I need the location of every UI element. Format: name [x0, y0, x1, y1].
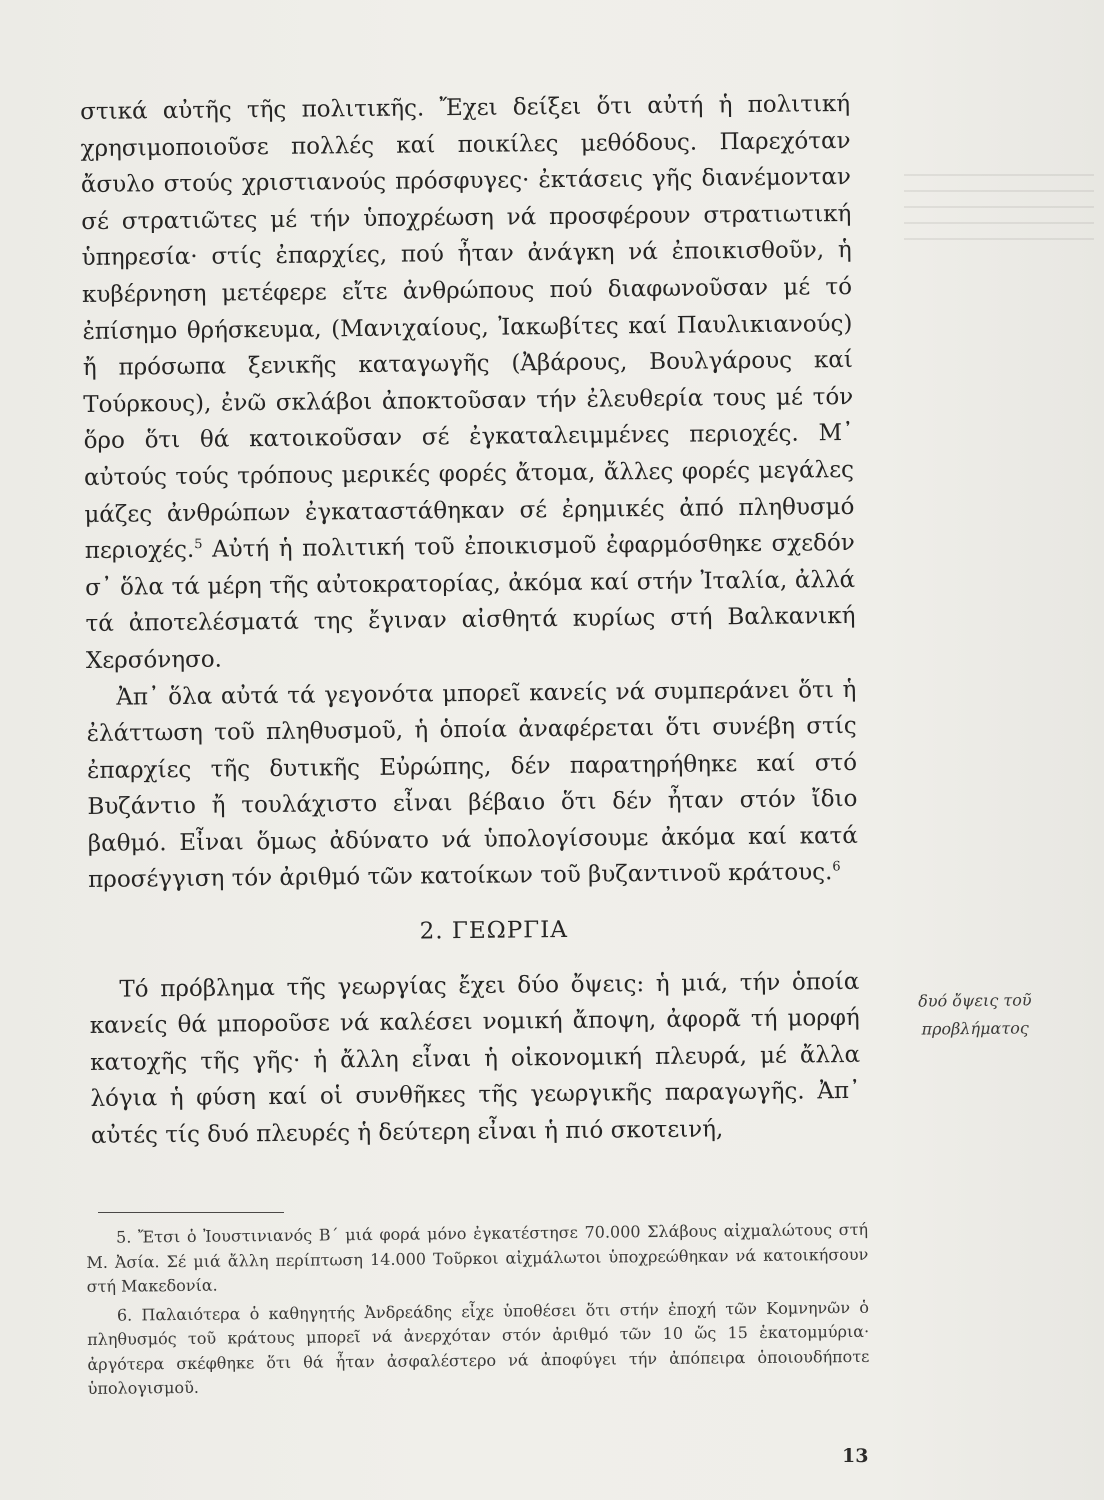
- footnotes: [86, 1218, 870, 1406]
- bleed-through-text: [904, 160, 1094, 240]
- section-heading: 2. ΓΕΩΡΓΙΑ: [419, 917, 569, 945]
- paragraph-continued-end: Αὐτή ἡ πολιτική τοῦ ἐποικισμοῦ ἐφαρμόσθηκε σχεδόν σ᾿ ὅλα τά μέρη τῆς αὐτοκρατορίας, ἀκόμα καί στήν Ἰταλία, ἀλλά τά ἀποτελέσματά της ἔγιναν αἰσθητά κυρίως στή Βαλκανική Χερσόνησο.: [85, 530, 856, 674]
- margin-note-line-2: προβλήματος: [921, 1018, 1029, 1039]
- footnote-5-marker[interactable]: 5: [194, 537, 203, 553]
- margin-note-line-1: δυό ὄψεις τοῦ: [918, 990, 1032, 1011]
- main-text-column: [80, 86, 861, 1155]
- footnote-6-marker[interactable]: 6: [832, 859, 841, 875]
- paragraph-conclusion: [86, 671, 858, 899]
- paragraph-agriculture: Τό πρόβλημα τῆς γεωργίας ἔχει δύο ὄψεις: ἡ μιά, τήν ὁποία κανείς θά μποροῦσε νά καλέσει νομική ἄποψη, ἀφορᾶ τή μορφή κατοχῆς τῆς γῆς· ἡ ἄλλη εἶναι ἡ οἰκονομική πλευρά, μέ ἄλλα λόγια ἡ φύση καί οἱ συνθῆκες τῆς γεωργικῆς παραγωγῆς. Ἀπ᾿ αὐτές τίς δυό πλευρές ἡ δεύτερη εἶναι ἡ πιό σκοτεινή,: [89, 968, 861, 1149]
- footnote-5: 5. Ἔτσι ὁ Ἰουστινιανός Β΄ μιά φορά μόνο ἐγκατέστησε 70.000 Σλάβους αἰχμαλώτους στή Μ. Ἀσία. Σέ μιά ἄλλη περίπτωση 14.000 Τοῦρκοι αἰχμάλωτοι ὑποχρεώθηκαν νά κατοικήσουν στή Μακεδονία.: [86, 1219, 869, 1296]
- page-number: 13: [842, 1445, 869, 1467]
- footnote-divider: [98, 1212, 284, 1213]
- paragraph-continued-text: στικά αὐτῆς τῆς πολιτικῆς. Ἔχει δείξει ὅτι αὐτή ἡ πολιτική χρησιμοποιοῦσε πολλές καί ποικίλες μεθόδους. Παρεχόταν ἄσυλο στούς χριστιανούς πρόσφυγες· ἐκτάσεις γῆς διανέμονταν σέ στρατιῶτες μέ τήν ὑποχρέωση νά προσφέρουν στρατιωτική ὑπηρεσία· στίς ἐπαρχίες, πού ἦταν ἀνάγκη νά ἐποικισθοῦν, ἡ κυβέρνηση μετέφερε εἴτε ἀνθρώπους πού διαφωνοῦσαν μέ τό ἐπίσημο θρήσκευμα, (Μανιχαίους, Ἰακωβίτες καί Παυλικιανούς) ἤ πρόσωπα ξενικῆς καταγωγῆς (Ἀβάρους, Βουλγάρους καί Τούρκους), ἐνῶ σκλάβοι ἀποκτοῦσαν τήν ἐλευθερία τους μέ τόν ὅρο ὅτι θά κατοικοῦσαν σέ ἐγκαταλειμμένες περιοχές. Μ᾿ αὐτούς τούς τρόπους μερικές φορές ἄτομα, ἄλλες φορές μεγάλες μάζες ἀνθρώπων ἐγκαταστάθηκαν σέ ἐρημικές ἀπό πληθυσμό περιοχές.: [80, 90, 855, 565]
- margin-note: [890, 986, 1061, 1044]
- footnote-6: 6. Παλαιότερα ὁ καθηγητής Ἀνδρεάδης εἶχε ὑποθέσει ὅτι στήν ἐποχή τῶν Κομνηνῶν ὁ πληθυσμός τοῦ κράτους μπορεῖ νά ἀνερχόταν στόν ἀριθμό τῶν 10 ὥς 15 ἑκατομμύρια· ἀργότερα σκέφθηκε ὅτι θά ἦταν ἀσφαλέστερο νά ἀποφύγει τήν ἀπόπειρα ὁποιουδήποτε ὑπολογισμοῦ.: [87, 1297, 870, 1398]
- paragraph-continued: [80, 86, 856, 680]
- paragraph-conclusion-text: Ἀπ᾿ ὅλα αὐτά τά γεγονότα μπορεῖ κανείς νά συμπεράνει ὅτι ἡ ἐλάττωση τοῦ πληθυσμοῦ, ἡ ὁποία ἀναφέρεται ὅτι συνέβη στίς ἐπαρχίες τῆς δυτικῆς Εὐρώπης, δέν παρατηρήθηκε καί στό Βυζάντιο ἤ τουλάχιστο εἶναι βέβαιο ὅτι δέν ἦταν στόν ἴδιο βαθμό. Εἶναι ὅμως ἀδύνατο νά ὑπολογίσουμε ἀκόμα καί κατά προσέγγιση τόν ἀριθμό τῶν κατοίκων τοῦ βυζαντινοῦ κράτους.: [86, 676, 858, 894]
